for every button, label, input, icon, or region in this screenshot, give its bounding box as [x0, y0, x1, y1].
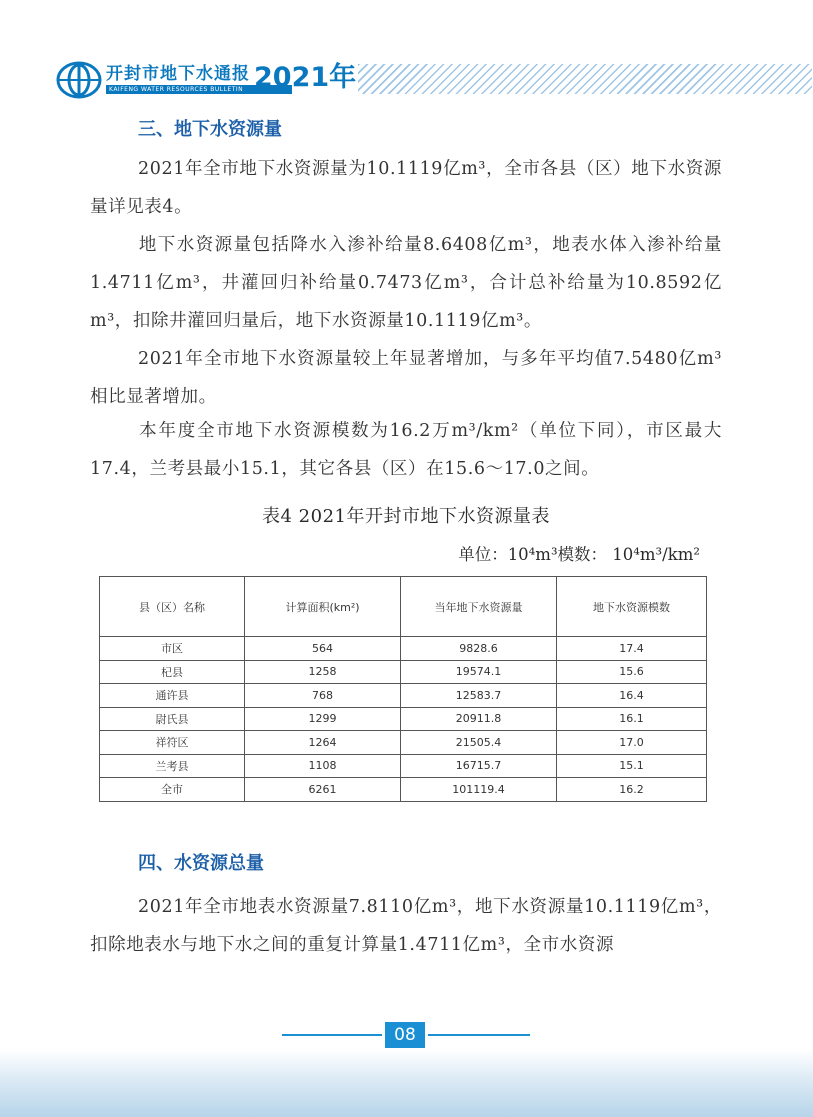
section-heading-groundwater: 三、地下水资源量 — [138, 119, 282, 140]
column-header: 计算面积(km²) — [245, 577, 401, 637]
table-row — [100, 660, 707, 684]
table-row-total — [100, 778, 707, 802]
cell-name: 通许县 — [100, 684, 245, 708]
header-hatch-decoration — [358, 64, 812, 94]
paragraph — [90, 340, 722, 416]
cell-area: 6261 — [245, 778, 401, 802]
cell-area: 768 — [245, 684, 401, 708]
paragraph-text: 2021年全市地表水资源量7.8110亿m³，地下水资源量10.1119亿m³，扣除地表水与地下水之间的重复计算量1.4711亿m³，全市水资源 — [90, 897, 722, 955]
groundwater-table — [99, 576, 707, 802]
cell-name: 全市 — [100, 778, 245, 802]
cell-modulus: 16.2 — [557, 778, 707, 802]
cell-modulus: 15.6 — [557, 660, 707, 684]
table-row — [100, 707, 707, 731]
table-title: 表4 2021年开封市地下水资源量表 — [262, 506, 550, 527]
cell-amount: 21505.4 — [401, 731, 557, 755]
water-background-decoration — [0, 1050, 813, 1117]
cell-amount: 20911.8 — [401, 707, 557, 731]
paragraph-text: 2021年全市地下水资源量为10.1119亿m³，全市各县（区）地下水资源量详见表4。 — [90, 159, 722, 217]
footer-rule-right — [428, 1034, 530, 1036]
cell-amount: 19574.1 — [401, 660, 557, 684]
paragraph — [90, 226, 722, 340]
cell-amount: 12583.7 — [401, 684, 557, 708]
cell-modulus: 16.4 — [557, 684, 707, 708]
bulletin-title: 开封市地下水通报 — [106, 64, 250, 84]
cell-name: 兰考县 — [100, 754, 245, 778]
page-number: 08 — [385, 1022, 425, 1048]
cell-area: 1258 — [245, 660, 401, 684]
cell-amount: 16715.7 — [401, 754, 557, 778]
cell-name: 市区 — [100, 637, 245, 661]
cell-modulus: 16.1 — [557, 707, 707, 731]
table-row — [100, 684, 707, 708]
cell-name: 尉氏县 — [100, 707, 245, 731]
paragraph — [90, 888, 722, 964]
bulletin-year: 2021年 — [254, 62, 357, 93]
cell-modulus: 17.4 — [557, 637, 707, 661]
table-unit: 单位：10⁴m³模数： 10⁴m³/km² — [458, 545, 700, 564]
cell-area: 1299 — [245, 707, 401, 731]
cell-area: 1108 — [245, 754, 401, 778]
cell-amount: 101119.4 — [401, 778, 557, 802]
cell-area: 1264 — [245, 731, 401, 755]
page-header — [56, 60, 812, 100]
table-header-row — [100, 577, 707, 637]
table-row — [100, 754, 707, 778]
paragraph — [90, 412, 722, 488]
bulletin-subtitle: KAIFENG WATER RESOURCES BULLETIN — [106, 85, 292, 94]
section-heading-total: 四、水资源总量 — [138, 853, 264, 874]
cell-name: 祥符区 — [100, 731, 245, 755]
paragraph-text: 地下水资源量包括降水入渗补给量8.6408亿m³，地表水体入渗补给量1.4711亿m³，井灌回归补给量0.7473亿m³，合计总补给量为10.8592亿m³，扣除井灌回归量后，地下水资源量10.1119亿m³。 — [90, 235, 722, 331]
column-header: 地下水资源模数 — [557, 577, 707, 637]
cell-amount: 9828.6 — [401, 637, 557, 661]
cell-name: 杞县 — [100, 660, 245, 684]
cell-modulus: 17.0 — [557, 731, 707, 755]
footer-rule-left — [282, 1034, 382, 1036]
column-header: 当年地下水资源量 — [401, 577, 557, 637]
cell-modulus: 15.1 — [557, 754, 707, 778]
paragraph-text: 本年度全市地下水资源模数为16.2万m³/km²（单位下同），市区最大17.4，兰考县最小15.1，其它各县（区）在15.6～17.0之间。 — [90, 421, 722, 479]
column-header: 县（区）名称 — [100, 577, 245, 637]
paragraph-text: 2021年全市地下水资源量较上年显著增加，与多年平均值7.5480亿m³相比显著增加。 — [90, 349, 722, 407]
paragraph — [90, 150, 722, 226]
table-row — [100, 637, 707, 661]
table-row — [100, 731, 707, 755]
bulletin-logo-icon — [56, 60, 102, 100]
cell-area: 564 — [245, 637, 401, 661]
